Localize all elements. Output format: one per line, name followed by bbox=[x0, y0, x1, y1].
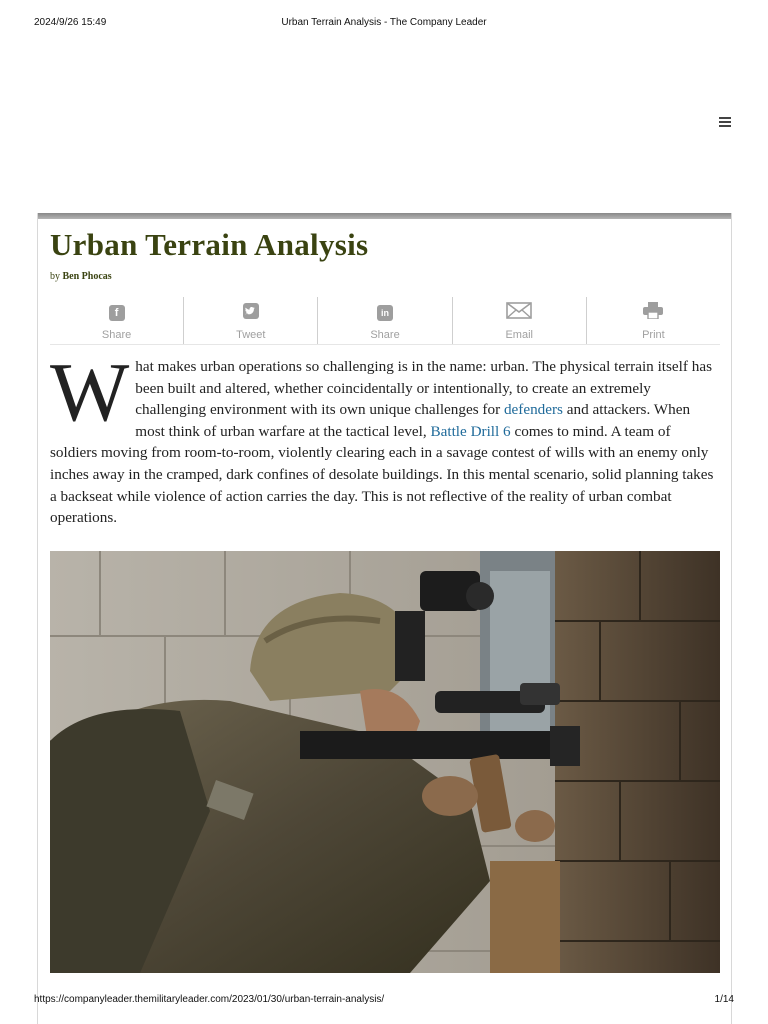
print-footer bbox=[0, 994, 768, 1008]
print-label: Print bbox=[642, 329, 665, 341]
page-number: 1/14 bbox=[714, 994, 734, 1005]
byline bbox=[50, 271, 112, 282]
share-linkedin-button[interactable] bbox=[317, 297, 451, 344]
author-name[interactable]: Ben Phocas bbox=[62, 271, 112, 282]
article-title: Urban Terrain Analysis bbox=[50, 227, 369, 262]
paragraph-text-part-3: comes to mind. A team of soldiers moving from room-to-room, violently clearing each in a savage contest of wills with an enemy only inches away in the cramped, dark confines of desolate buildings. In this mental scenario, solid planning takes a backseat while violence of action carries the day. This is not reflective of the reality of urban combat operations. bbox=[50, 422, 714, 527]
share-linkedin-label: Share bbox=[370, 329, 400, 341]
facebook-icon: f bbox=[109, 305, 125, 321]
paragraph-text-part-2: and attackers. When most think of urban warfare at the tactical level, bbox=[135, 401, 691, 440]
share-bar bbox=[50, 297, 720, 345]
battle-drill-6-link[interactable]: Battle Drill 6 bbox=[430, 422, 511, 440]
linkedin-icon: in bbox=[377, 305, 393, 321]
twitter-icon bbox=[243, 303, 259, 324]
share-email-button[interactable] bbox=[452, 297, 586, 344]
print-url: https://companyleader.themilitaryleader.com/2023/01/30/urban-terrain-analysis/ bbox=[34, 994, 385, 1005]
print-icon bbox=[643, 302, 663, 324]
share-email-label: Email bbox=[505, 329, 533, 341]
share-facebook-button[interactable] bbox=[50, 297, 183, 344]
share-facebook-label: Share bbox=[101, 329, 132, 341]
share-twitter-label: Tweet bbox=[236, 329, 266, 341]
email-icon bbox=[506, 302, 532, 324]
print-page-title: Urban Terrain Analysis - The Company Leader bbox=[281, 17, 487, 28]
article-card bbox=[37, 213, 732, 1024]
paragraph-text-part-1: hat makes urban operations so challenging is in the name: urban. The physical terrain itself has been built and altered, whether coincidentally or intentionally, to create an extremely challenging environment with its own unique challenges for bbox=[135, 358, 712, 419]
article-hero-image bbox=[50, 551, 720, 973]
hamburger-menu-icon[interactable] bbox=[718, 116, 732, 128]
print-button[interactable] bbox=[586, 297, 720, 344]
print-datetime: 2024/9/26 15:49 bbox=[34, 17, 107, 28]
share-twitter-button[interactable] bbox=[183, 297, 317, 344]
card-top-divider bbox=[38, 213, 731, 219]
byline-prefix: by bbox=[50, 271, 60, 282]
drop-cap: W bbox=[50, 346, 130, 439]
article-body bbox=[50, 346, 720, 529]
defenders-link[interactable]: defenders bbox=[503, 401, 563, 419]
print-header bbox=[0, 17, 768, 31]
